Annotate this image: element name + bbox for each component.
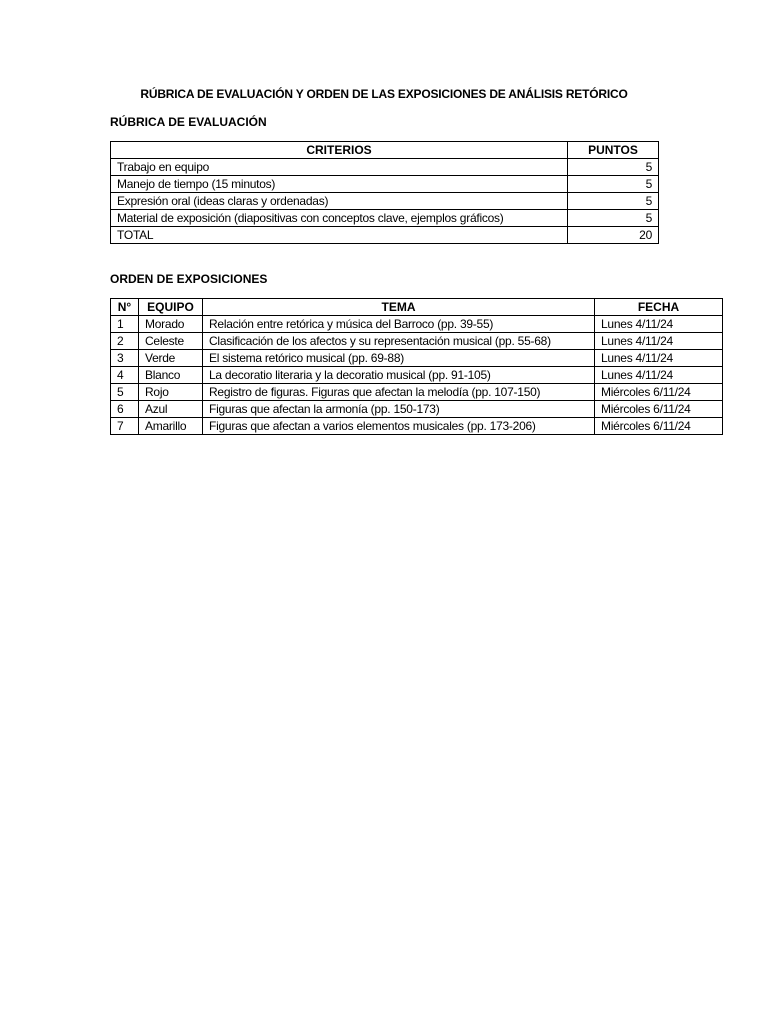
- criterion-cell: Expresión oral (ideas claras y ordenadas): [111, 193, 568, 210]
- criterion-cell: Material de exposición (diapositivas con conceptos clave, ejemplos gráficos): [111, 210, 568, 227]
- points-cell: 5: [568, 210, 659, 227]
- order-row: [111, 367, 723, 384]
- team-cell: Verde: [139, 350, 203, 367]
- number-cell: 7: [111, 418, 139, 435]
- order-heading: ORDEN DE EXPOSICIONES: [110, 272, 268, 286]
- team-cell: Blanco: [139, 367, 203, 384]
- total-label-cell: TOTAL: [111, 227, 568, 244]
- date-column-header: FECHA: [595, 299, 723, 316]
- criterion-cell: Trabajo en equipo: [111, 159, 568, 176]
- team-column-header: EQUIPO: [139, 299, 203, 316]
- rubric-heading: RÚBRICA DE EVALUACIÓN: [110, 115, 267, 129]
- date-cell: Lunes 4/11/24: [595, 367, 723, 384]
- topic-cell: Figuras que afectan la armonía (pp. 150-173): [203, 401, 595, 418]
- date-cell: Miércoles 6/11/24: [595, 401, 723, 418]
- team-cell: Amarillo: [139, 418, 203, 435]
- topic-cell: Registro de figuras. Figuras que afectan la melodía (pp. 107-150): [203, 384, 595, 401]
- rubric-row: [111, 193, 659, 210]
- rubric-row: [111, 159, 659, 176]
- team-cell: Celeste: [139, 333, 203, 350]
- date-cell: Miércoles 6/11/24: [595, 384, 723, 401]
- points-cell: 5: [568, 159, 659, 176]
- team-cell: Azul: [139, 401, 203, 418]
- date-cell: Lunes 4/11/24: [595, 316, 723, 333]
- order-header-row: [111, 299, 723, 316]
- order-row: [111, 384, 723, 401]
- topic-cell: Clasificación de los afectos y su representación musical (pp. 55-68): [203, 333, 595, 350]
- order-row: [111, 316, 723, 333]
- rubric-row: [111, 176, 659, 193]
- criterion-cell: Manejo de tiempo (15 minutos): [111, 176, 568, 193]
- order-row: [111, 350, 723, 367]
- number-column-header: N°: [111, 299, 139, 316]
- rubric-total-row: [111, 227, 659, 244]
- number-cell: 5: [111, 384, 139, 401]
- number-cell: 3: [111, 350, 139, 367]
- topic-cell: Figuras que afectan a varios elementos musicales (pp. 173-206): [203, 418, 595, 435]
- order-row: [111, 401, 723, 418]
- topic-column-header: TEMA: [203, 299, 595, 316]
- points-cell: 5: [568, 193, 659, 210]
- date-cell: Lunes 4/11/24: [595, 333, 723, 350]
- criteria-column-header: CRITERIOS: [111, 142, 568, 159]
- order-row: [111, 418, 723, 435]
- date-cell: Miércoles 6/11/24: [595, 418, 723, 435]
- total-points-cell: 20: [568, 227, 659, 244]
- rubric-header-row: [111, 142, 659, 159]
- team-cell: Rojo: [139, 384, 203, 401]
- points-cell: 5: [568, 176, 659, 193]
- rubric-table: [110, 141, 659, 244]
- number-cell: 4: [111, 367, 139, 384]
- number-cell: 2: [111, 333, 139, 350]
- number-cell: 6: [111, 401, 139, 418]
- date-cell: Lunes 4/11/24: [595, 350, 723, 367]
- page-title: RÚBRICA DE EVALUACIÓN Y ORDEN DE LAS EXPOSICIONES DE ANÁLISIS RETÓRICO: [140, 87, 628, 101]
- team-cell: Morado: [139, 316, 203, 333]
- rubric-row: [111, 210, 659, 227]
- topic-cell: El sistema retórico musical (pp. 69-88): [203, 350, 595, 367]
- number-cell: 1: [111, 316, 139, 333]
- order-table: [110, 298, 723, 435]
- order-row: [111, 333, 723, 350]
- points-column-header: PUNTOS: [568, 142, 659, 159]
- topic-cell: La decoratio literaria y la decoratio musical (pp. 91-105): [203, 367, 595, 384]
- topic-cell: Relación entre retórica y música del Barroco (pp. 39-55): [203, 316, 595, 333]
